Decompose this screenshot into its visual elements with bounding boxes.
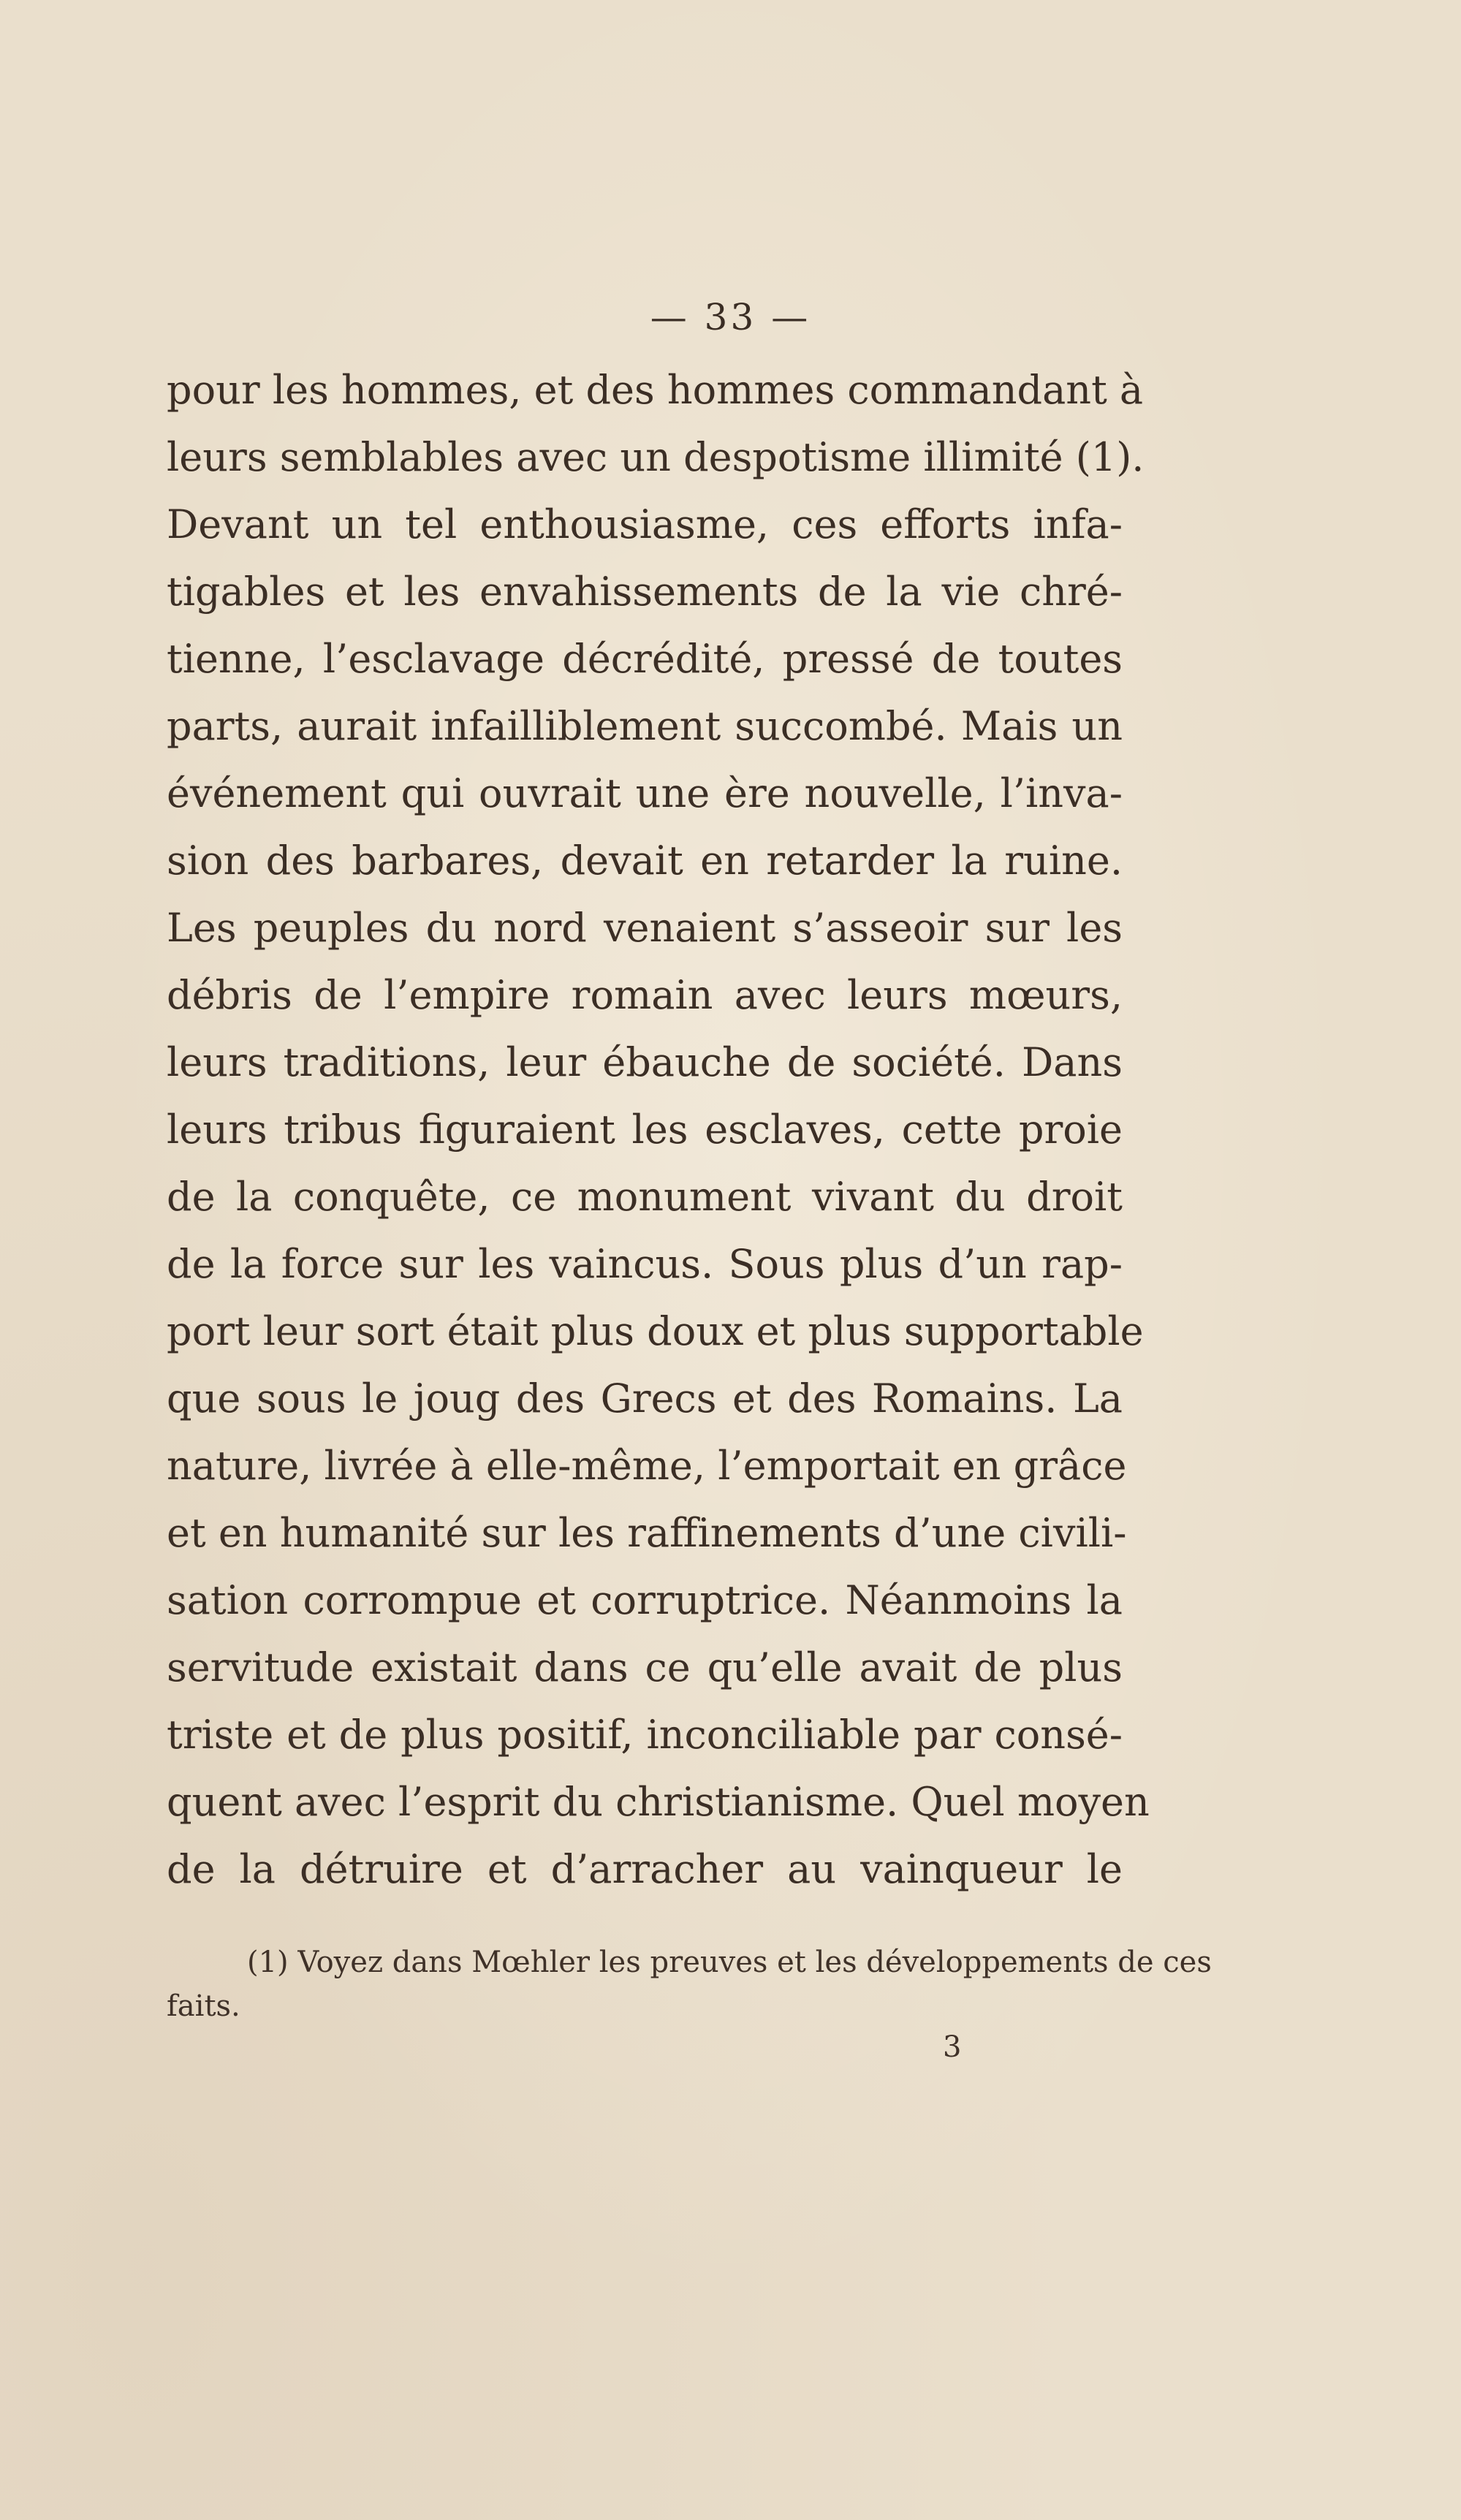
text-line: sion des barbares, devait en retarder la ruine. — [167, 838, 1123, 884]
text-line: tigables et les envahissements de la vie chré- — [167, 569, 1123, 615]
text-line: de la force sur les vaincus. Sous plus d’un rap- — [167, 1241, 1123, 1287]
text-line: que sous le joug des Grecs et des Romains. La — [167, 1375, 1123, 1422]
text-line: parts, aurait infailliblement succombé. Mais un — [167, 703, 1123, 749]
text-line: leurs tribus figuraient les esclaves, cette proie — [167, 1107, 1123, 1153]
footnote-line: (1) Voyez dans Mœhler les preuves et les développements de ces — [247, 1946, 1212, 1979]
text-line: tienne, l’esclavage décrédité, pressé de toutes — [167, 636, 1123, 682]
page-number-header: — 33 — — [650, 296, 811, 338]
text-line: de la conquête, ce monument vivant du droit — [167, 1174, 1123, 1220]
footnote-line: faits. — [167, 1989, 240, 2023]
signature-mark: 3 — [943, 2030, 962, 2064]
footnote — [167, 1940, 1212, 2028]
text-line: Les peuples du nord venaient s’asseoir sur les — [167, 905, 1123, 951]
text-line: servitude existait dans ce qu’elle avait de plus — [167, 1644, 1123, 1690]
text-line: pour les hommes, et des hommes commandant à — [167, 367, 1144, 413]
text-line: événement qui ouvrait une ère nouvelle, l’inva- — [167, 770, 1123, 816]
text-line: et en humanité sur les raffinements d’une civili- — [167, 1510, 1127, 1556]
text-line: port leur sort était plus doux et plus supportable — [167, 1308, 1144, 1354]
text-line: sation corrompue et corruptrice. Néanmoins la — [167, 1577, 1123, 1623]
text-line: débris de l’empire romain avec leurs mœurs, — [167, 972, 1123, 1018]
text-line: nature, livrée à elle-même, l’emportait en grâce — [167, 1443, 1127, 1489]
text-line: quent avec l’esprit du christianisme. Quel moyen — [167, 1779, 1150, 1825]
text-line: leurs traditions, leur ébauche de société. Dans — [167, 1039, 1123, 1085]
text-line: Devant un tel enthousiasme, ces efforts infa- — [167, 501, 1123, 547]
body-text — [167, 357, 1150, 1903]
text-line: leurs semblables avec un despotisme illimité (1). — [167, 434, 1145, 480]
text-line: de la détruire et d’arracher au vainqueur le — [167, 1846, 1123, 1892]
text-line: triste et de plus positif, inconciliable par consé- — [167, 1712, 1123, 1758]
